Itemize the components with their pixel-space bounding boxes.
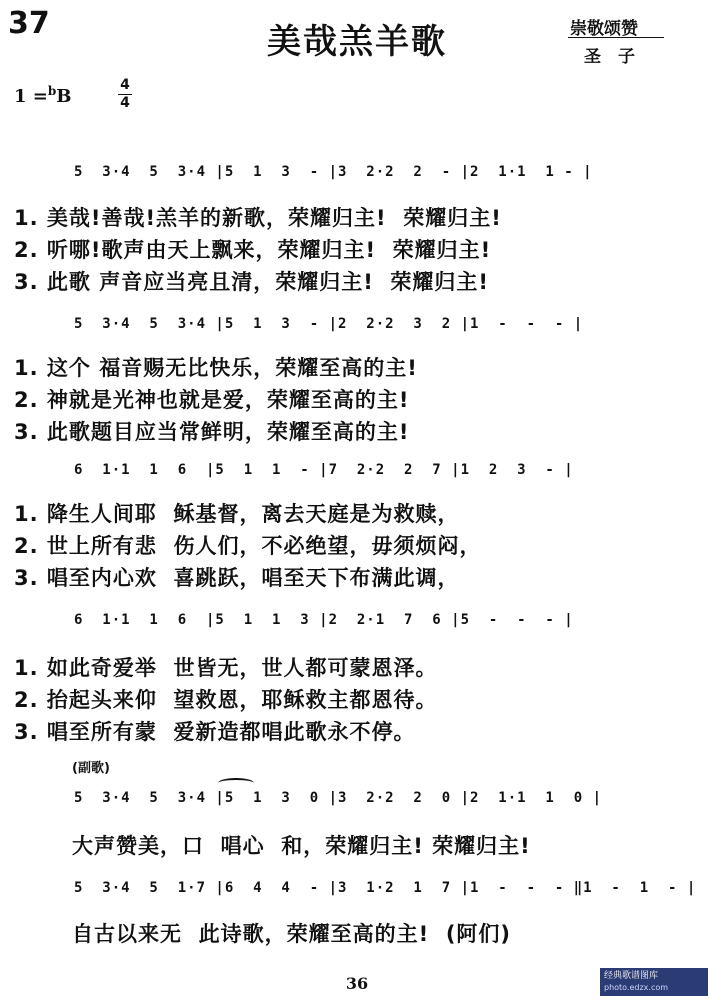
chorus-label: (副歌) (72, 761, 110, 776)
attribution-top: 崇敬颂赞 (570, 19, 638, 39)
notation-line-3: 6 1·1 1 6 |5 1 1 - |7 2·2 2 7 |1 2 3 - | (74, 462, 574, 478)
lyric-line: 2. 世上所有悲 伤人们，不必绝望，毋须烦闷， (14, 534, 482, 558)
chorus-lyric-line-1: 大声赞美，口 唱心 和，荣耀归主! 荣耀归主! (72, 834, 531, 858)
notation-line-2: 5 3·4 5 3·4 |5 1 3 - |2 2·2 3 2 |1 - - - | (74, 316, 584, 332)
time-signature: 4 4 (118, 78, 132, 111)
lyric-line: 1. 降生人间耶 稣基督，离去天庭是为救赎， (14, 502, 460, 526)
key-signature: 1 =$^b$B (14, 84, 72, 107)
attribution-bottom: 圣 子 (584, 47, 635, 67)
lyric-line: 2. 抬起头来仰 望救恩，耶稣救主都恩待。 (14, 688, 438, 712)
lyric-line: 3. 唱至所有蒙 爱新造都唱此歌永不停。 (14, 720, 416, 744)
chorus-notation-line-2: 5 3·4 5 1·7 |6 4 4 - |3 1·2 1 7 |1 - - - ‖1 - 1 - | (74, 880, 697, 896)
lyric-line: 1. 美哉!善哉!羔羊的新歌，荣耀归主! 荣耀归主! (14, 206, 502, 230)
tie-mark (218, 778, 254, 788)
lyric-line: 2. 听哪!歌声由天上飘来，荣耀归主! 荣耀归主! (14, 238, 492, 262)
lyric-line: 3. 此歌 声音应当亮且清，荣耀归主! 荣耀归主! (14, 270, 489, 294)
lyric-line: 1. 如此奇爱举 世皆无，世人都可蒙恩泽。 (14, 656, 438, 680)
song-title: 美哉羔羊歌 (267, 22, 447, 62)
lyric-line: 1. 这个 福音赐无比快乐，荣耀至高的主! (14, 356, 418, 380)
notation-line-1: 5 3·4 5 3·4 |5 1 3 - |3 2·2 2 - |2 1·1 1 - | (74, 164, 593, 180)
lyric-line: 2. 神就是光神也就是爱，荣耀至高的主! (14, 388, 410, 412)
chorus-notation-line-1: 5 3·4 5 3·4 |5 1 3 0 |3 2·2 2 0 |2 1·1 1 0 | (74, 790, 603, 806)
attribution-rule (568, 37, 664, 38)
watermark-logo: 经典歌谱图库 photo.edzx.com (600, 968, 708, 996)
chorus-lyric-line-2: 自古以来无 此诗歌，荣耀至高的主! (阿们) (72, 922, 512, 946)
page-number: 36 (345, 974, 369, 993)
notation-line-4: 6 1·1 1 6 |5 1 1 3 |2 2·1 7 6 |5 - - - | (74, 612, 574, 628)
lyric-line: 3. 此歌题目应当常鲜明，荣耀至高的主! (14, 420, 410, 444)
hymn-number: 37 (8, 6, 50, 41)
lyric-line: 3. 唱至内心欢 喜跳跃，唱至天下布满此调， (14, 566, 460, 590)
